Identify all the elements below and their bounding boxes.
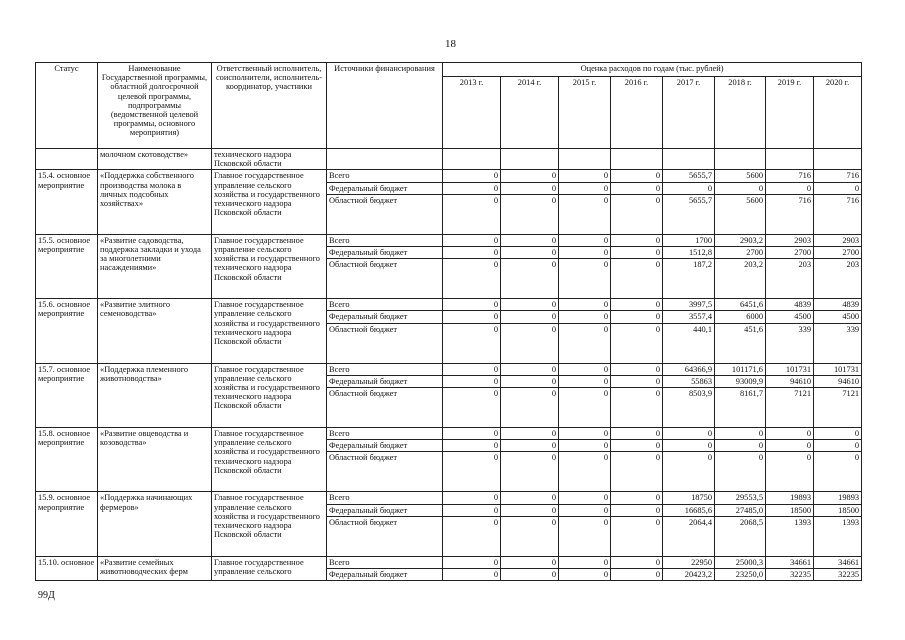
- amount-cell: 5655,7: [663, 194, 715, 234]
- funding-source: Всего: [327, 363, 443, 375]
- amount-cell: 2700: [715, 247, 766, 259]
- amount-cell: 0: [766, 452, 814, 492]
- amount-cell: 0: [611, 492, 663, 504]
- continuation-executor: технического надзора Псковской области: [212, 149, 327, 170]
- amount-cell: 0: [501, 363, 559, 375]
- amount-cell: 0: [611, 556, 663, 568]
- amount-cell: 0: [501, 234, 559, 246]
- header-year: 2014 г.: [501, 77, 559, 149]
- amount-cell: 716: [814, 170, 862, 182]
- amount-cell: 0: [559, 556, 611, 568]
- amount-cell: 6451,6: [715, 299, 766, 311]
- amount-cell: 4500: [814, 311, 862, 323]
- amount-cell: 0: [501, 504, 559, 516]
- amount-cell: 22950: [663, 556, 715, 568]
- table-row: [36, 299, 862, 311]
- amount-cell: 0: [559, 363, 611, 375]
- amount-cell: 3997,5: [663, 299, 715, 311]
- row-executor: Главное государственное управление сельского хозяйства и государственного технического надзора Псковской области: [212, 428, 327, 492]
- amount-cell: 5600: [715, 194, 766, 234]
- amount-cell: 0: [443, 323, 501, 363]
- amount-cell: 0: [611, 516, 663, 556]
- header-year: 2016 г.: [611, 77, 663, 149]
- amount-cell: 0: [443, 299, 501, 311]
- amount-cell: 0: [611, 440, 663, 452]
- amount-cell: 0: [443, 388, 501, 428]
- amount-cell: 0: [443, 182, 501, 194]
- amount-cell: 0: [814, 182, 862, 194]
- header-source: Источники финансирования: [327, 63, 443, 149]
- amount-cell: 0: [611, 504, 663, 516]
- row-name: «Поддержка собственного производства молока в личных подсобных хозяйствах»: [98, 170, 212, 234]
- amount-cell: 0: [611, 323, 663, 363]
- amount-cell: 2700: [814, 247, 862, 259]
- amount-cell: 0: [766, 182, 814, 194]
- expenses-table: [35, 62, 862, 581]
- row-status: 15.7. основное мероприятие: [36, 363, 98, 427]
- amount-cell: 94610: [766, 375, 814, 387]
- amount-cell: 19893: [814, 492, 862, 504]
- amount-cell: 0: [443, 234, 501, 246]
- amount-cell: 0: [611, 363, 663, 375]
- amount-cell: 1393: [814, 516, 862, 556]
- amount-cell: 0: [611, 569, 663, 581]
- amount-cell: 0: [501, 492, 559, 504]
- amount-cell: 0: [501, 375, 559, 387]
- amount-cell: 0: [443, 247, 501, 259]
- amount-cell: 0: [715, 440, 766, 452]
- amount-cell: 0: [559, 311, 611, 323]
- amount-cell: 0: [814, 440, 862, 452]
- amount-cell: 34661: [766, 556, 814, 568]
- row-name: «Развитие элитного семеноводства»: [98, 299, 212, 363]
- header-year: 2018 г.: [715, 77, 766, 149]
- amount-cell: 3557,4: [663, 311, 715, 323]
- amount-cell: 0: [501, 259, 559, 299]
- amount-cell: 0: [766, 440, 814, 452]
- amount-cell: 0: [611, 388, 663, 428]
- amount-cell: 2903: [766, 234, 814, 246]
- header-name: Наименование Государственной программы, областной долгосрочной целевой программы, подпрограммы (ведомственной целевой программы, основного мероприятия): [98, 63, 212, 149]
- amount-cell: 0: [501, 194, 559, 234]
- row-name: «Поддержка племенного животноводства»: [98, 363, 212, 427]
- amount-cell: 1512,8: [663, 247, 715, 259]
- table-row: [36, 170, 862, 182]
- footer-code: 99Д: [38, 590, 55, 601]
- row-executor: Главное государственное управление сельского хозяйства и государственного технического надзора Псковской области: [212, 170, 327, 234]
- amount-cell: 187,2: [663, 259, 715, 299]
- row-status: 15.6. основное мероприятие: [36, 299, 98, 363]
- row-executor: Главное государственное управление сельского хозяйства и государственного технического надзора Псковской области: [212, 492, 327, 556]
- header-status: Статус: [36, 63, 98, 149]
- amount-cell: 4839: [766, 299, 814, 311]
- amount-cell: 25000,3: [715, 556, 766, 568]
- amount-cell: 0: [501, 440, 559, 452]
- funding-source: Федеральный бюджет: [327, 504, 443, 516]
- page-number: 18: [445, 38, 456, 50]
- amount-cell: 6000: [715, 311, 766, 323]
- amount-cell: 0: [611, 452, 663, 492]
- continuation-source: [327, 149, 443, 170]
- row-status: 15.4. основное мероприятие: [36, 170, 98, 234]
- amount-cell: 0: [501, 556, 559, 568]
- amount-cell: 2068,5: [715, 516, 766, 556]
- funding-source: Федеральный бюджет: [327, 311, 443, 323]
- amount-cell: 0: [559, 323, 611, 363]
- row-executor: Главное государственное управление сельского хозяйства и государственного технического надзора Псковской области: [212, 363, 327, 427]
- amount-cell: 2903: [814, 234, 862, 246]
- funding-source: Областной бюджет: [327, 323, 443, 363]
- amount-cell: 4500: [766, 311, 814, 323]
- funding-source: Всего: [327, 428, 443, 440]
- amount-cell: 23250,0: [715, 569, 766, 581]
- amount-cell: 0: [559, 247, 611, 259]
- amount-cell: 0: [611, 311, 663, 323]
- table-row: [36, 428, 862, 440]
- funding-source: Областной бюджет: [327, 194, 443, 234]
- amount-cell: 19893: [766, 492, 814, 504]
- amount-cell: 0: [611, 428, 663, 440]
- amount-cell: 0: [501, 388, 559, 428]
- header-year: 2015 г.: [559, 77, 611, 149]
- row-executor: Главное государственное управление сельского хозяйства и государственного технического надзора Псковской области: [212, 299, 327, 363]
- amount-cell: 2700: [766, 247, 814, 259]
- amount-cell: 0: [559, 194, 611, 234]
- amount-cell: 0: [443, 194, 501, 234]
- funding-source: Федеральный бюджет: [327, 247, 443, 259]
- amount-cell: 0: [501, 247, 559, 259]
- amount-cell: 0: [443, 556, 501, 568]
- amount-cell: 0: [715, 452, 766, 492]
- row-status: 15.8. основное мероприятие: [36, 428, 98, 492]
- amount-cell: 5655,7: [663, 170, 715, 182]
- row-name: «Развитие семейных животноводческих ферм: [98, 556, 212, 580]
- amount-cell: 1393: [766, 516, 814, 556]
- amount-cell: 0: [501, 516, 559, 556]
- amount-cell: 0: [559, 492, 611, 504]
- amount-cell: 0: [559, 569, 611, 581]
- amount-cell: 8161,7: [715, 388, 766, 428]
- amount-cell: 0: [611, 375, 663, 387]
- amount-cell: 716: [766, 194, 814, 234]
- amount-cell: 0: [814, 428, 862, 440]
- continuation-name: молочном скотоводстве»: [98, 149, 212, 170]
- amount-cell: 0: [715, 428, 766, 440]
- amount-cell: 64366,9: [663, 363, 715, 375]
- funding-source: Областной бюджет: [327, 516, 443, 556]
- amount-cell: 0: [443, 311, 501, 323]
- amount-cell: 0: [443, 428, 501, 440]
- row-executor: Главное государственное управление сельского: [212, 556, 327, 580]
- amount-cell: 7121: [814, 388, 862, 428]
- amount-cell: 0: [443, 452, 501, 492]
- amount-cell: 0: [501, 428, 559, 440]
- table-row: [36, 556, 862, 568]
- amount-cell: 0: [559, 388, 611, 428]
- amount-cell: 0: [443, 440, 501, 452]
- row-status: 15.5. основное мероприятие: [36, 234, 98, 298]
- amount-cell: 0: [443, 516, 501, 556]
- amount-cell: 0: [559, 234, 611, 246]
- table-row: [36, 363, 862, 375]
- table-row: [36, 234, 862, 246]
- row-name: «Поддержка начинающих фермеров»: [98, 492, 212, 556]
- amount-cell: 8503,9: [663, 388, 715, 428]
- amount-cell: 0: [443, 259, 501, 299]
- continuation-status: [36, 149, 98, 170]
- row-name: «Развитие овцеводства и козоводства»: [98, 428, 212, 492]
- amount-cell: 0: [663, 428, 715, 440]
- amount-cell: 716: [766, 170, 814, 182]
- amount-cell: 0: [559, 375, 611, 387]
- amount-cell: 339: [814, 323, 862, 363]
- amount-cell: 18500: [814, 504, 862, 516]
- amount-cell: 203,2: [715, 259, 766, 299]
- row-status: 15.9. основное мероприятие: [36, 492, 98, 556]
- amount-cell: 0: [501, 299, 559, 311]
- table-row: [36, 492, 862, 504]
- funding-source: Всего: [327, 299, 443, 311]
- amount-cell: 0: [611, 299, 663, 311]
- amount-cell: 101171,6: [715, 363, 766, 375]
- amount-cell: 32235: [766, 569, 814, 581]
- amount-cell: 2903,2: [715, 234, 766, 246]
- amount-cell: 0: [715, 182, 766, 194]
- amount-cell: 94610: [814, 375, 862, 387]
- header-year: 2013 г.: [443, 77, 501, 149]
- amount-cell: 0: [501, 311, 559, 323]
- row-executor: Главное государственное управление сельского хозяйства и государственного технического надзора Псковской области: [212, 234, 327, 298]
- amount-cell: 0: [559, 182, 611, 194]
- amount-cell: 18500: [766, 504, 814, 516]
- amount-cell: 16685,6: [663, 504, 715, 516]
- amount-cell: 101731: [814, 363, 862, 375]
- header-costs: Оценка расходов по годам (тыс. рублей): [443, 63, 862, 77]
- amount-cell: 7121: [766, 388, 814, 428]
- amount-cell: 0: [443, 375, 501, 387]
- amount-cell: 0: [501, 569, 559, 581]
- amount-cell: 34661: [814, 556, 862, 568]
- amount-cell: 0: [611, 170, 663, 182]
- amount-cell: 0: [559, 440, 611, 452]
- header-year: 2019 г.: [766, 77, 814, 149]
- amount-cell: 0: [611, 259, 663, 299]
- amount-cell: 0: [501, 323, 559, 363]
- amount-cell: 0: [611, 194, 663, 234]
- amount-cell: 5600: [715, 170, 766, 182]
- amount-cell: 0: [663, 440, 715, 452]
- amount-cell: 0: [443, 170, 501, 182]
- amount-cell: 0: [559, 299, 611, 311]
- amount-cell: 0: [559, 452, 611, 492]
- amount-cell: 18750: [663, 492, 715, 504]
- amount-cell: 0: [559, 516, 611, 556]
- funding-source: Всего: [327, 170, 443, 182]
- funding-source: Областной бюджет: [327, 259, 443, 299]
- amount-cell: 0: [766, 428, 814, 440]
- funding-source: Федеральный бюджет: [327, 440, 443, 452]
- amount-cell: 2064,4: [663, 516, 715, 556]
- amount-cell: 32235: [814, 569, 862, 581]
- row-name: «Развитие садоводства, поддержка закладки и ухода за многолетними насаждениями»: [98, 234, 212, 298]
- amount-cell: 0: [559, 428, 611, 440]
- funding-source: Всего: [327, 556, 443, 568]
- amount-cell: 55863: [663, 375, 715, 387]
- row-status: 15.10. основное: [36, 556, 98, 580]
- funding-source: Федеральный бюджет: [327, 375, 443, 387]
- amount-cell: 0: [501, 452, 559, 492]
- amount-cell: 0: [559, 259, 611, 299]
- funding-source: Всего: [327, 234, 443, 246]
- amount-cell: 0: [663, 452, 715, 492]
- amount-cell: 27485,0: [715, 504, 766, 516]
- amount-cell: 0: [501, 182, 559, 194]
- header-year: 2020 г.: [814, 77, 862, 149]
- header-year: 2017 г.: [663, 77, 715, 149]
- amount-cell: 0: [611, 234, 663, 246]
- amount-cell: 716: [814, 194, 862, 234]
- amount-cell: 29553,5: [715, 492, 766, 504]
- amount-cell: 203: [766, 259, 814, 299]
- amount-cell: 0: [443, 363, 501, 375]
- amount-cell: 0: [663, 182, 715, 194]
- funding-source: Федеральный бюджет: [327, 569, 443, 581]
- amount-cell: 0: [611, 182, 663, 194]
- amount-cell: 0: [443, 504, 501, 516]
- funding-source: Областной бюджет: [327, 452, 443, 492]
- amount-cell: 0: [559, 170, 611, 182]
- header-executor: Ответственный исполнитель, соисполнители, исполнитель-координатор, участники: [212, 63, 327, 149]
- amount-cell: 0: [611, 247, 663, 259]
- amount-cell: 0: [559, 504, 611, 516]
- amount-cell: 0: [501, 170, 559, 182]
- amount-cell: 203: [814, 259, 862, 299]
- amount-cell: 1700: [663, 234, 715, 246]
- funding-source: Областной бюджет: [327, 388, 443, 428]
- amount-cell: 4839: [814, 299, 862, 311]
- amount-cell: 339: [766, 323, 814, 363]
- amount-cell: 0: [443, 569, 501, 581]
- amount-cell: 0: [443, 492, 501, 504]
- funding-source: Федеральный бюджет: [327, 182, 443, 194]
- amount-cell: 0: [814, 452, 862, 492]
- amount-cell: 451,6: [715, 323, 766, 363]
- amount-cell: 101731: [766, 363, 814, 375]
- amount-cell: 20423,2: [663, 569, 715, 581]
- amount-cell: 440,1: [663, 323, 715, 363]
- amount-cell: 93009,9: [715, 375, 766, 387]
- funding-source: Всего: [327, 492, 443, 504]
